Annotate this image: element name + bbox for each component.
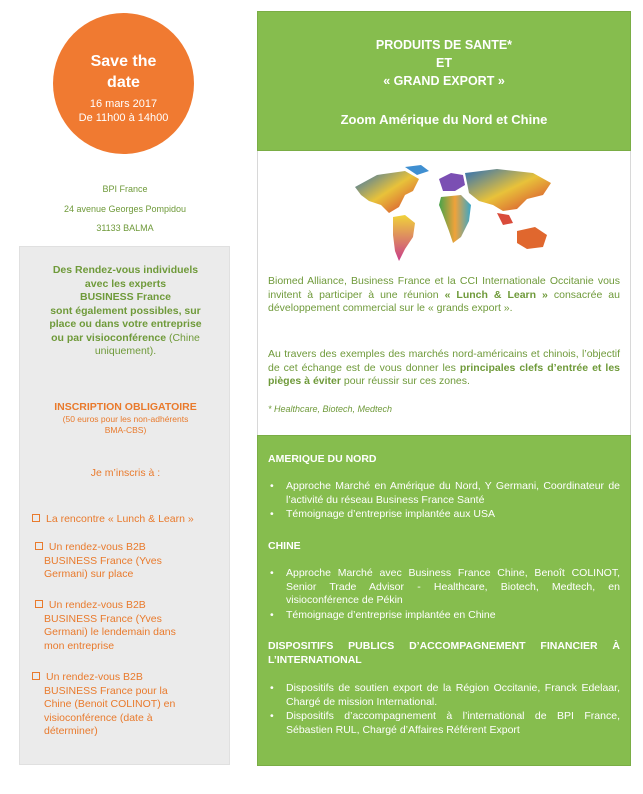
address-line-3: 31133 BALMA	[96, 223, 154, 233]
option-b2b-onsite-line-3: Germani) sur place	[44, 568, 134, 580]
public-programs-item-1: • Dispositifs de soutien export de la Région Occitanie, Franck Edelaar, Chargé de mission International.	[270, 682, 620, 709]
event-time: De 11h00 à 14h00	[78, 112, 169, 124]
b2b-intro-line-6b: (Chine	[166, 331, 200, 344]
intro-p1-text-c: consacrée au développement commercial sur le « grands export ».	[268, 288, 620, 314]
inscription-title: INSCRIPTION OBLIGATOIRE	[54, 401, 197, 413]
header-zoom: Zoom Amérique du Nord et Chine	[340, 112, 548, 127]
b2b-intro-line-2: avec les experts	[84, 277, 167, 290]
checkbox-icon[interactable]	[32, 514, 40, 522]
china-item-1: • Approche Marché avec Business France Chine, Benoît COLINOT, Senior Trade Advisor - Healthcare, Biotech, Medtech, en visioconférence de Pékin	[270, 567, 620, 608]
north-america-item-1: • Approche Marché en Amérique du Nord, Y Germani, Coordinateur de l’activité du réseau Business France Santé	[270, 480, 620, 507]
north-america-item-2: • Témoignage d’entreprise implantée aux USA	[270, 508, 620, 522]
option-b2b-china-line-1	[32, 671, 222, 685]
intro-p2-text-bold: principales clefs d’entrée et les pièges à éviter	[268, 361, 621, 387]
option-lunch-learn[interactable]	[32, 513, 222, 527]
intro-p2-text-a: Au travers des exemples des marchés nord-américains et chinois, l’objectif de cet échange est de vous donner les	[268, 348, 620, 374]
option-b2b-onsite[interactable]	[32, 541, 222, 582]
option-b2b-china-line-4: visioconférence (date à	[44, 711, 153, 724]
b2b-intro-line-6a: ou par visioconférence	[51, 331, 167, 344]
header-line-1: PRODUITS DE SANTE*	[375, 38, 513, 52]
event-date: 16 mars 2017	[89, 98, 158, 110]
header-line-2: ET	[436, 56, 452, 70]
intro-p1-text-bold: « Lunch & Learn »	[444, 288, 548, 301]
inscription-note-2: BMA-CBS)	[104, 425, 147, 435]
option-b2b-china-line-3: Chine (Benoit COLINOT) en	[44, 698, 176, 710]
option-lunch-learn-line-1	[32, 513, 222, 527]
option-b2b-china[interactable]	[32, 671, 222, 739]
option-b2b-company-line-3: Germani) le lendemain dans	[44, 626, 176, 638]
option-b2b-company[interactable]	[32, 599, 222, 653]
b2b-intro-line-7: uniquement).	[94, 345, 157, 357]
option-b2b-company-line-2: BUSINESS France (Yves	[44, 612, 162, 625]
world-map-image	[347, 165, 557, 265]
section-china-title: CHINE	[268, 540, 301, 552]
b2b-intro	[28, 264, 223, 359]
registration-panel	[19, 246, 230, 765]
intro-paragraph-1	[268, 275, 620, 316]
subscribe-label: Je m’inscris à :	[90, 467, 161, 479]
option-b2b-china-line-5: déterminer)	[44, 725, 98, 737]
save-the-date-title-2: date	[107, 74, 140, 91]
header-line-3: « GRAND EXPORT »	[383, 74, 505, 88]
b2b-intro-line-4: sont également possibles, sur	[50, 304, 201, 317]
intro-p2-text-c: pour réussir sur ces zones.	[340, 375, 470, 387]
address-line-1: BPI France	[102, 184, 148, 194]
b2b-intro-line-3: BUSINESS France	[79, 291, 172, 303]
intro-p1-text-a: Biomed Alliance, Business France et la CCI Internationale Occitanie vous invitent à participer à une réunion	[268, 275, 620, 301]
public-programs-item-2: • Dispositifs d’accompagnement à l’international de BPI France, Sébastien RUL, Chargé d’Affaires Référent Export	[270, 710, 620, 737]
intro-footnote: * Healthcare, Biotech, Medtech	[268, 404, 393, 414]
option-label: Un rendez-vous B2B	[46, 671, 143, 683]
event-intro	[257, 151, 631, 435]
option-b2b-company-line-4: mon entreprise	[44, 639, 115, 652]
event-header	[257, 11, 631, 151]
address-line-2: 24 avenue Georges Pompidou	[63, 204, 187, 214]
save-the-date-badge	[53, 13, 194, 154]
option-label: La rencontre « Lunch & Learn »	[46, 513, 194, 525]
save-the-date-title-1: Save the	[90, 53, 157, 70]
section-public-programs-title: DISPOSITIFS PUBLICS D’ACCOMPAGNEMENT FINANCIER À L’INTERNATIONAL	[268, 640, 620, 666]
option-b2b-onsite-line-1	[32, 541, 222, 555]
china-item-2: • Témoignage d’entreprise implantée en Chine	[270, 609, 620, 623]
option-b2b-china-line-2: BUSINESS France pour la	[44, 684, 168, 697]
option-b2b-company-line-1	[32, 599, 222, 613]
b2b-intro-line-1: Des Rendez-vous individuels	[52, 264, 199, 276]
option-label: Un rendez-vous B2B	[48, 541, 146, 553]
option-label: Un rendez-vous B2B	[48, 599, 146, 611]
b2b-intro-line-6	[28, 332, 223, 346]
checkbox-icon[interactable]	[35, 542, 43, 550]
section-north-america-title: AMERIQUE DU NORD	[268, 453, 377, 465]
checkbox-icon[interactable]	[35, 600, 43, 608]
b2b-intro-line-5: place ou dans votre entreprise	[49, 318, 202, 330]
inscription-note-1: (50 euros pour les non-adhérents	[62, 414, 189, 424]
event-program	[257, 435, 631, 766]
intro-paragraph-2	[268, 348, 620, 389]
option-b2b-onsite-line-2: BUSINESS France (Yves	[44, 554, 162, 567]
checkbox-icon[interactable]	[32, 672, 40, 680]
